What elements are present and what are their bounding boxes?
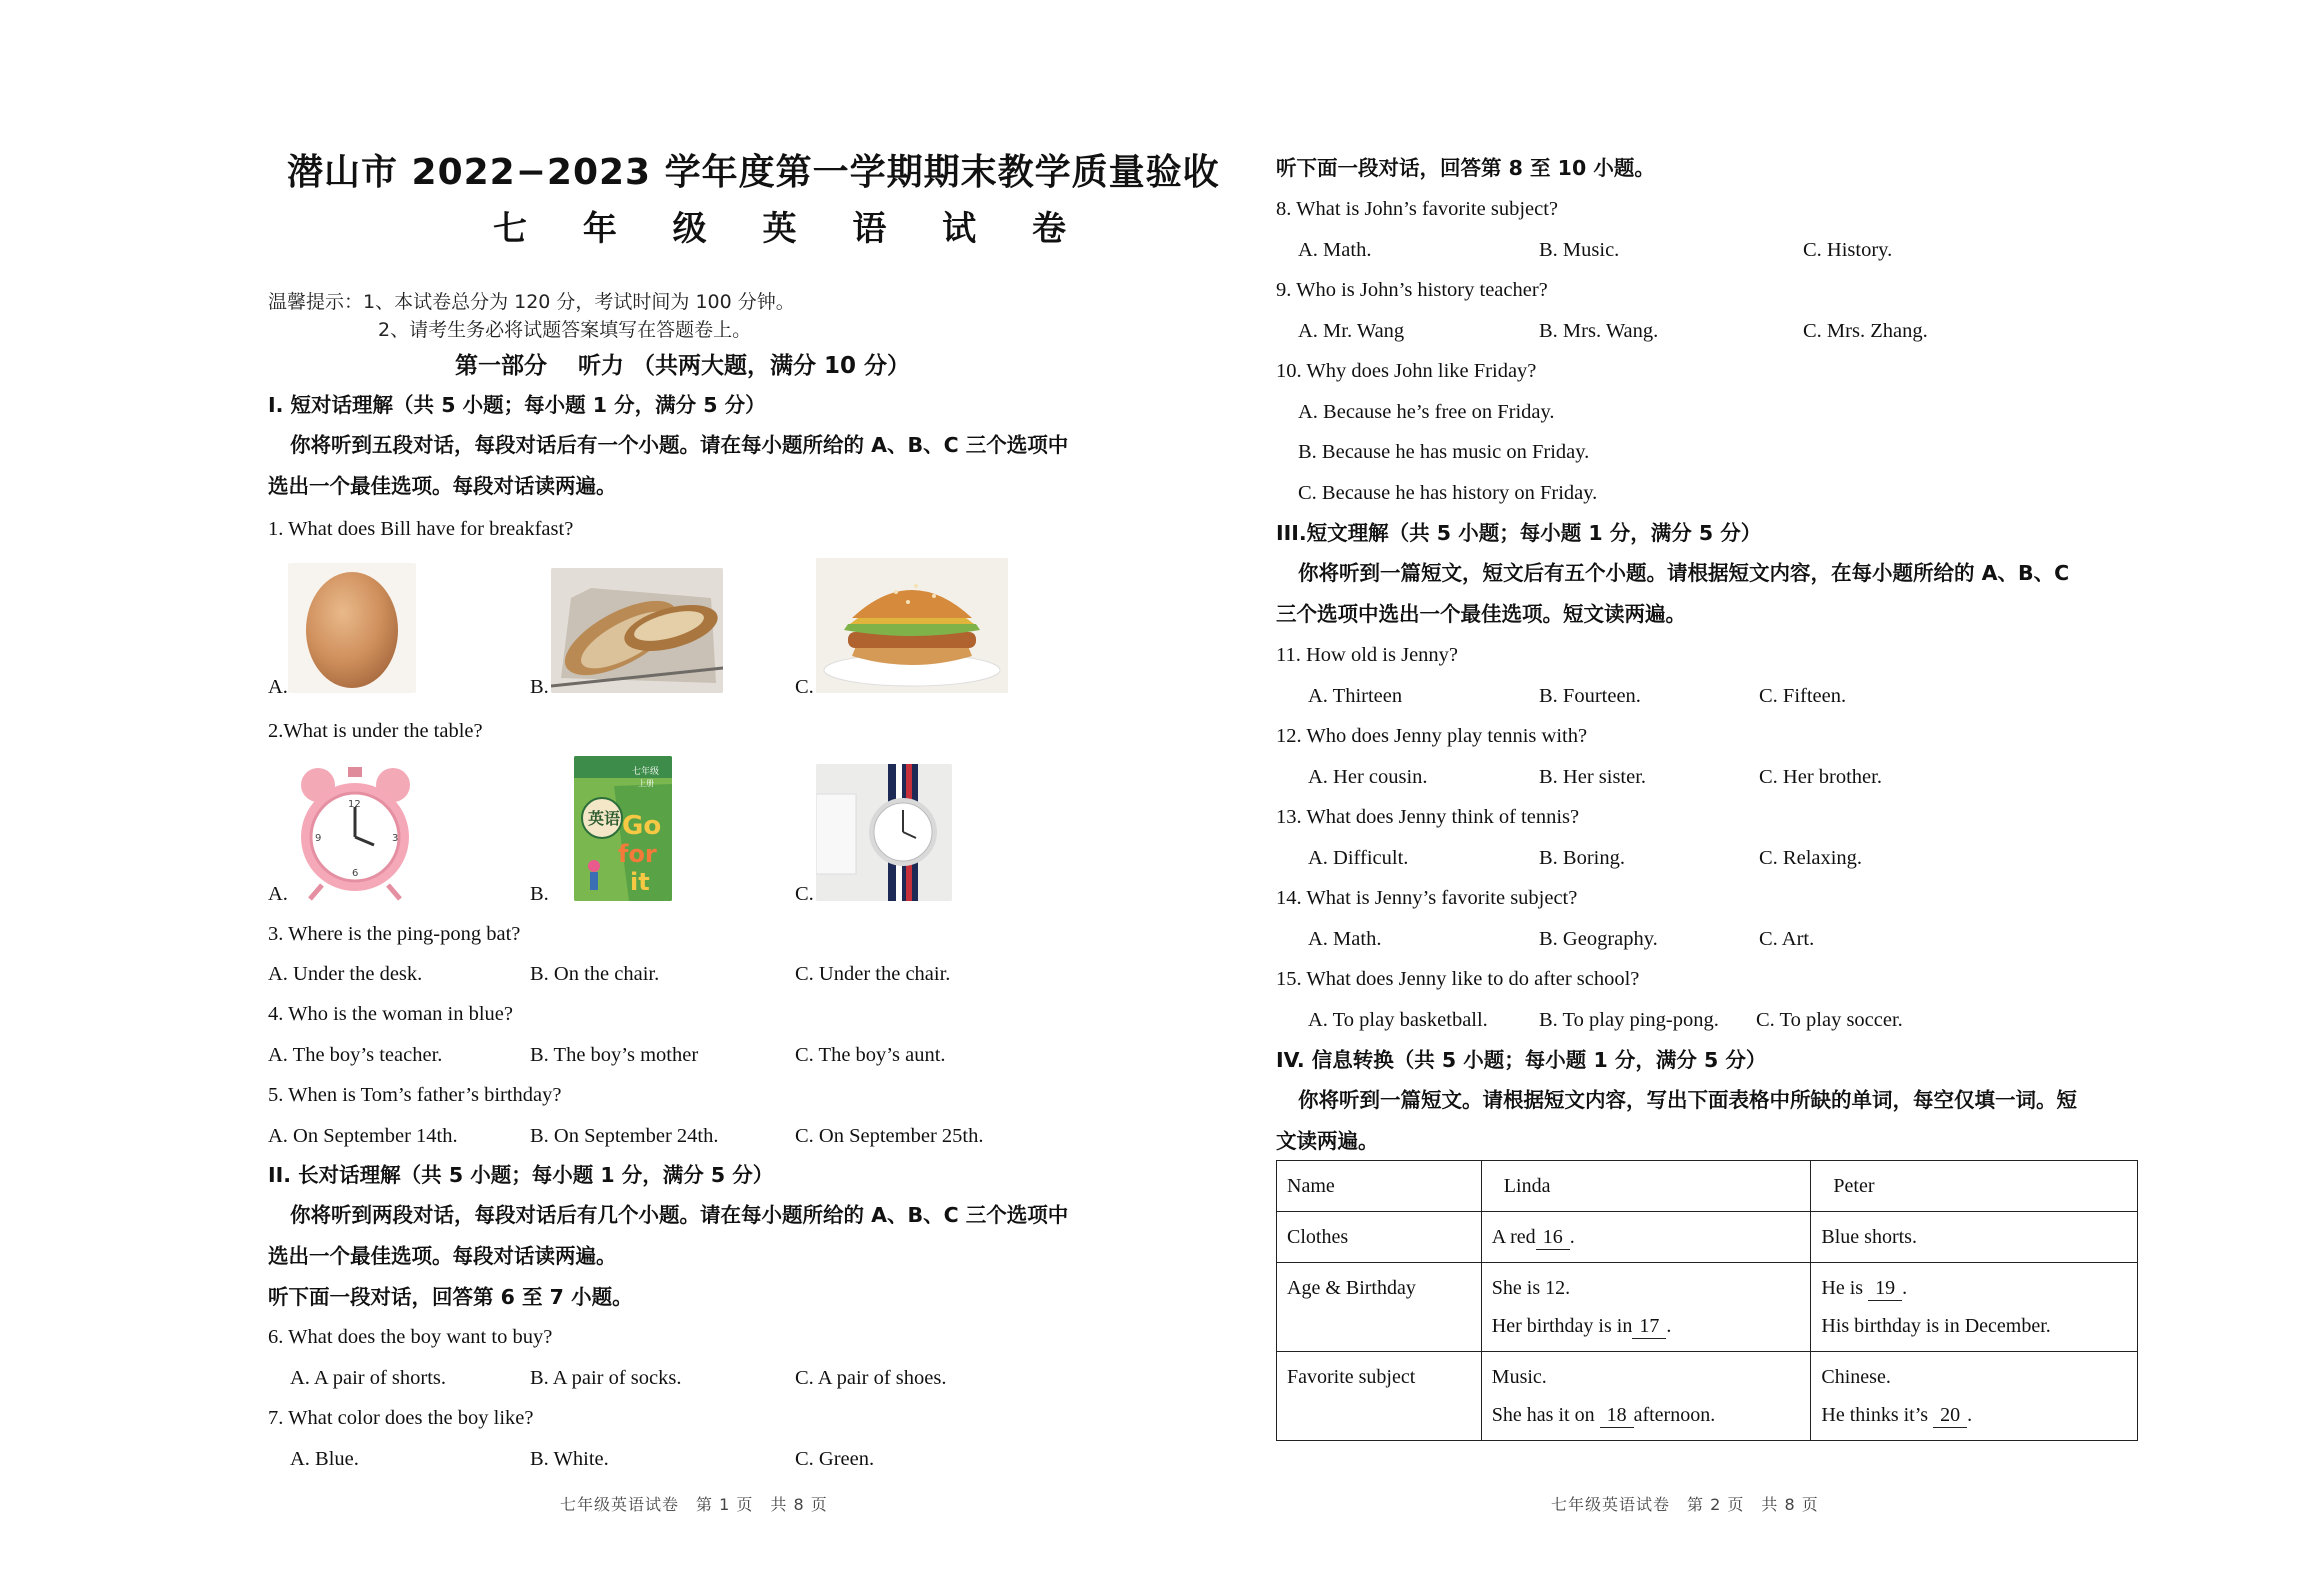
table-header-name: Name <box>1277 1161 1482 1212</box>
question-3: 3. Where is the ping-pong bat? <box>268 923 521 945</box>
part-one-heading: 第一部分 听力 （共两大题，满分 10 分） <box>455 353 911 379</box>
alarm-clock-image <box>288 763 423 901</box>
svg-text:Go: Go <box>622 811 662 841</box>
q15-option-c: C. To play soccer. <box>1756 1009 1903 1031</box>
linda-subject-day-text: She has it on <box>1491 1404 1595 1426</box>
section-4-heading: IV. 信息转换（共 5 小题；每小题 1 分，满分 5 分） <box>1276 1048 1767 1072</box>
linda-birthday-text: Her birthday is in <box>1491 1315 1633 1337</box>
peter-age-cell <box>1811 1263 2138 1352</box>
q10-option-a: A. Because he’s free on Friday. <box>1298 401 1555 423</box>
row-label-clothes: Clothes <box>1277 1212 1482 1263</box>
option-label-b: B. <box>530 676 549 698</box>
svg-text:12: 12 <box>348 799 361 810</box>
option-label-a: A. <box>268 883 288 905</box>
q6-option-c: C. A pair of shoes. <box>795 1367 947 1389</box>
question-2: 2.What is under the table? <box>268 720 483 742</box>
q7-option-c: C. Green. <box>795 1448 875 1470</box>
linda-subject-afternoon: afternoon. <box>1633 1404 1716 1426</box>
q7-option-b: B. White. <box>530 1448 609 1470</box>
q5-option-c: C. On September 25th. <box>795 1125 984 1147</box>
peter-birthday-text: His birthday is in December. <box>1821 1315 2051 1337</box>
q9-option-b: B. Mrs. Wang. <box>1539 320 1659 342</box>
linda-subject-cell <box>1481 1352 1811 1441</box>
question-1: 1. What does Bill have for breakfast? <box>268 518 574 540</box>
peter-subject-text: Chinese. <box>1821 1366 1891 1388</box>
blank-20[interactable]: 20 <box>1933 1403 1967 1428</box>
peter-clothes-cell: Blue shorts. <box>1811 1212 2138 1263</box>
svg-text:上册: 上册 <box>638 779 654 788</box>
linda-subject-text: Music. <box>1491 1366 1547 1388</box>
question-11: 11. How old is Jenny? <box>1276 644 1459 666</box>
q14-option-b: B. Geography. <box>1539 928 1658 950</box>
option-label-c: C. <box>795 676 814 698</box>
linda-clothes-cell <box>1481 1212 1811 1263</box>
question-6: 6. What does the boy want to buy? <box>268 1326 553 1348</box>
q9-option-a: A. Mr. Wang <box>1298 320 1405 342</box>
linda-clothes-period: . <box>1569 1226 1575 1248</box>
section-4-instruction-cont: 文读两遍。 <box>1276 1129 1379 1153</box>
question-4: 4. Who is the woman in blue? <box>268 1003 514 1025</box>
blank-17[interactable]: 17 <box>1632 1314 1666 1339</box>
hamburger-image <box>816 558 1008 693</box>
linda-subject-line <box>1492 1396 1801 1434</box>
q15-option-b: B. To play ping-pong. <box>1539 1009 1719 1031</box>
q10-option-b: B. Because he has music on Friday. <box>1298 441 1590 463</box>
section-3-instruction-cont: 三个选项中选出一个最佳选项。短文读两遍。 <box>1276 602 1686 626</box>
q3-option-a: A. Under the desk. <box>268 963 423 985</box>
table-row-age-birthday <box>1277 1263 2138 1352</box>
q13-option-b: B. Boring. <box>1539 847 1625 869</box>
row-label-favorite-subject: Favorite subject <box>1277 1352 1482 1441</box>
svg-text:七年级: 七年级 <box>632 767 660 777</box>
question-15: 15. What does Jenny like to do after school? <box>1276 968 1640 990</box>
svg-text:for: for <box>618 840 657 868</box>
question-5: 5. When is Tom’s father’s birthday? <box>268 1084 562 1106</box>
q11-option-a: A. Thirteen <box>1308 685 1403 707</box>
english-textbook-image <box>574 756 672 901</box>
page-1-footer: 七年级英语试卷 第 1 页 共 8 页 <box>560 1495 828 1514</box>
table-header-linda: Linda <box>1481 1161 1811 1212</box>
q13-option-c: C. Relaxing. <box>1759 847 1863 869</box>
q15-option-a: A. To play basketball. <box>1308 1009 1488 1031</box>
q3-option-c: C. Under the chair. <box>795 963 951 985</box>
q6-option-b: B. A pair of socks. <box>530 1367 682 1389</box>
q12-option-a: A. Her cousin. <box>1308 766 1428 788</box>
dialogue-2-instruction: 听下面一段对话，回答第 8 至 10 小题。 <box>1276 156 1655 180</box>
section-1-instruction: 你将听到五段对话，每段对话后有一个小题。请在每小题所给的 A、B、C 三个选项中 <box>290 433 1069 457</box>
peter-subject-cell <box>1811 1352 2138 1441</box>
option-label-a: A. <box>268 676 288 698</box>
q13-option-a: A. Difficult. <box>1308 847 1409 869</box>
q9-option-c: C. Mrs. Zhang. <box>1803 320 1928 342</box>
question-12: 12. Who does Jenny play tennis with? <box>1276 725 1588 747</box>
notice-line-2: 2、请考生务必将试题答案填写在答题卷上。 <box>378 319 752 341</box>
svg-text:3: 3 <box>392 833 399 844</box>
table-header-row <box>1277 1161 2138 1212</box>
q10-option-c: C. Because he has history on Friday. <box>1298 482 1598 504</box>
blank-16[interactable]: 16 <box>1536 1225 1570 1250</box>
q8-option-c: C. History. <box>1803 239 1893 261</box>
blank-19[interactable]: 19 <box>1868 1276 1902 1301</box>
svg-text:it: it <box>630 868 650 896</box>
section-3-heading: III.短文理解（共 5 小题；每小题 1 分，满分 5 分） <box>1276 521 1762 545</box>
table-row-clothes <box>1277 1212 2138 1263</box>
peter-age-period: . <box>1902 1277 1908 1299</box>
option-label-b: B. <box>530 883 549 905</box>
q14-option-a: A. Math. <box>1308 928 1382 950</box>
q6-option-a: A. A pair of shorts. <box>290 1367 447 1389</box>
section-4-instruction: 你将听到一篇短文。请根据短文内容，写出下面表格中所缺的单词，每空仅填一词。短 <box>1298 1088 2077 1112</box>
section-1-instruction-cont: 选出一个最佳选项。每段对话读两遍。 <box>268 474 617 498</box>
peter-age-text: He is <box>1821 1277 1864 1299</box>
section-1-heading: I. 短对话理解（共 5 小题；每小题 1 分，满分 5 分） <box>268 393 766 417</box>
book-title-text: 英语 <box>588 809 621 828</box>
exam-page-2 <box>1151 0 2303 1594</box>
question-13: 13. What does Jenny think of tennis? <box>1276 806 1580 828</box>
peter-opinion-text: He thinks it’s <box>1821 1404 1929 1426</box>
blank-18[interactable]: 18 <box>1600 1403 1634 1428</box>
linda-age-text: She is 12. <box>1491 1277 1571 1299</box>
q14-option-c: C. Art. <box>1759 928 1815 950</box>
q4-option-c: C. The boy’s aunt. <box>795 1044 946 1066</box>
q8-option-a: A. Math. <box>1298 239 1372 261</box>
peter-age-line <box>1821 1269 2127 1307</box>
table-header-peter: Peter <box>1811 1161 2138 1212</box>
linda-age-cell <box>1481 1263 1811 1352</box>
q11-option-b: B. Fourteen. <box>1539 685 1641 707</box>
question-8: 8. What is John’s favorite subject? <box>1276 198 1559 220</box>
q12-option-c: C. Her brother. <box>1759 766 1882 788</box>
q3-option-b: B. On the chair. <box>530 963 660 985</box>
q4-option-b: B. The boy’s mother <box>530 1044 699 1066</box>
linda-clothes-text: A red <box>1491 1226 1536 1248</box>
dialogue-1-instruction: 听下面一段对话，回答第 6 至 7 小题。 <box>268 1285 633 1309</box>
question-14: 14. What is Jenny’s favorite subject? <box>1276 887 1578 909</box>
linda-birthday-line <box>1492 1307 1801 1345</box>
svg-text:9: 9 <box>315 833 322 844</box>
peter-subject-line <box>1821 1396 2127 1434</box>
table-row-favorite-subject <box>1277 1352 2138 1441</box>
linda-birthday-period: . <box>1666 1315 1672 1337</box>
wristwatch-image <box>816 764 952 901</box>
peter-opinion-period: . <box>1967 1404 1973 1426</box>
q11-option-c: C. Fifteen. <box>1759 685 1847 707</box>
exam-title: 潜山市 2022−2023 学年度第一学期期末教学质量验收 <box>287 152 1220 193</box>
section-3-instruction: 你将听到一篇短文，短文后有五个小题。请根据短文内容，在每小题所给的 A、B、C <box>1298 561 2070 585</box>
question-10: 10. Why does John like Friday? <box>1276 360 1537 382</box>
exam-subtitle: 七 年 级 英 语 试 卷 <box>493 209 1089 249</box>
q4-option-a: A. The boy’s teacher. <box>268 1044 443 1066</box>
question-7: 7. What color does the boy like? <box>268 1407 534 1429</box>
section-2-instruction-cont: 选出一个最佳选项。每段对话读两遍。 <box>268 1244 617 1268</box>
page-2-footer: 七年级英语试卷 第 2 页 共 8 页 <box>1551 1495 1819 1514</box>
egg-image <box>288 563 416 693</box>
row-label-age-birthday: Age & Birthday <box>1277 1263 1482 1352</box>
q8-option-b: B. Music. <box>1539 239 1620 261</box>
question-9: 9. Who is John’s history teacher? <box>1276 279 1548 301</box>
bread-image <box>551 568 723 693</box>
section-2-heading: II. 长对话理解（共 5 小题；每小题 1 分，满分 5 分） <box>268 1163 774 1187</box>
notice-line-1: 温馨提示：1、本试卷总分为 120 分，考试时间为 100 分钟。 <box>268 291 795 313</box>
q7-option-a: A. Blue. <box>290 1448 359 1470</box>
information-table <box>1276 1160 2138 1441</box>
q5-option-b: B. On September 24th. <box>530 1125 719 1147</box>
svg-text:6: 6 <box>352 868 359 879</box>
option-label-c: C. <box>795 883 814 905</box>
q12-option-b: B. Her sister. <box>1539 766 1647 788</box>
section-2-instruction: 你将听到两段对话，每段对话后有几个小题。请在每小题所给的 A、B、C 三个选项中 <box>290 1203 1069 1227</box>
q5-option-a: A. On September 14th. <box>268 1125 458 1147</box>
